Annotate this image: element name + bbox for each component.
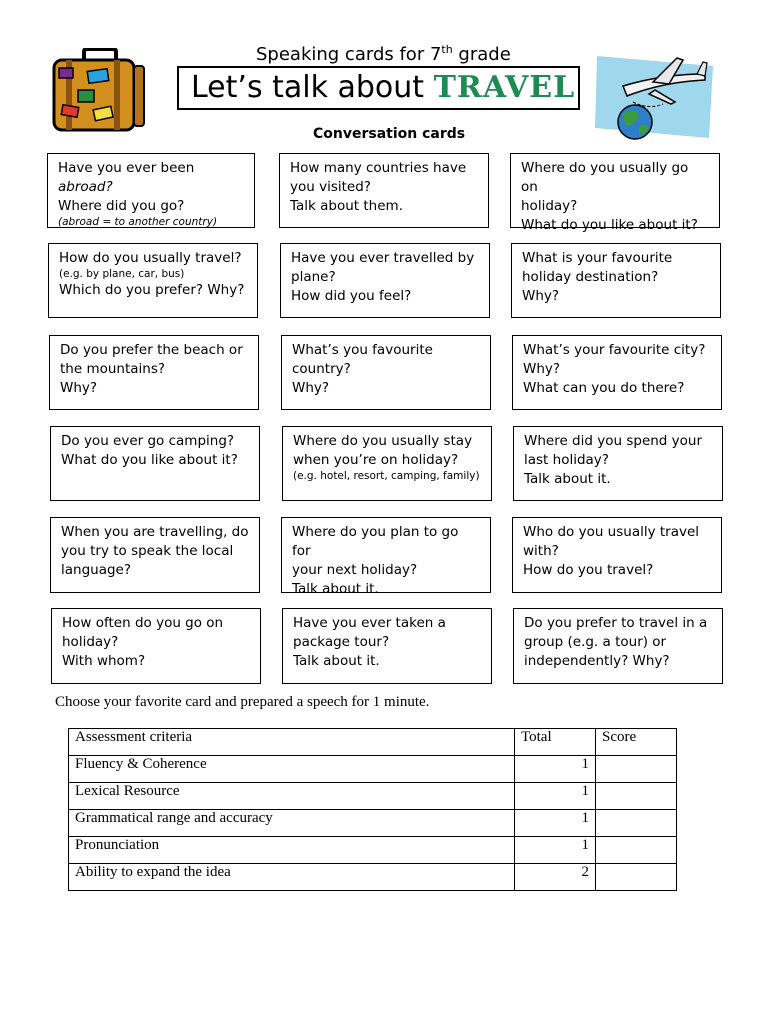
conversation-card [281, 517, 491, 597]
card-line: Where did you spend your [524, 433, 703, 449]
criteria-cell: Fluency & Coherence [69, 756, 515, 783]
card-line: How do you usually travel? [59, 250, 242, 266]
conversation-card [513, 426, 723, 501]
card-line-italic: abroad? [58, 179, 113, 195]
card-line: when you’re on holiday? [293, 452, 459, 468]
conversation-card [281, 335, 491, 410]
card-line: Why? [292, 380, 330, 396]
card-line: Do you prefer to travel in a [524, 615, 708, 631]
conversation-card [282, 608, 492, 684]
card-line: independently? Why? [524, 653, 670, 669]
page-title [177, 66, 580, 110]
conversation-card [49, 335, 259, 410]
card-line: country? [292, 361, 351, 377]
card-line: Do you prefer the beach or [60, 342, 243, 358]
card-line: How do you travel? [523, 562, 654, 578]
table-row [69, 837, 677, 864]
card-line: holiday destination? [522, 269, 659, 285]
card-line: holiday? [521, 198, 578, 214]
title-highlight: TRAVEL [433, 70, 576, 105]
card-note: (e.g. hotel, resort, camping, family) [293, 470, 480, 482]
subtitle-suffix: grade [452, 44, 511, 65]
subtitle-prefix: Speaking cards for 7 [256, 44, 442, 65]
card-line: Why? [523, 361, 561, 377]
card-line: What do you like about it? [61, 452, 238, 468]
column-header: Total [515, 729, 596, 756]
card-line: you try to speak the local [61, 543, 234, 559]
card-line: you visited? [290, 179, 371, 195]
card-line: Do you ever go camping? [61, 433, 235, 449]
card-line: language? [61, 562, 132, 578]
card-line: How often do you go on [62, 615, 224, 631]
card-line: What do you like about it? [521, 217, 698, 233]
card-line: Have you ever been [58, 160, 195, 176]
conversation-card [511, 243, 721, 318]
card-line: group (e.g. a tour) or [524, 634, 667, 650]
card-line: Why? [60, 380, 98, 396]
instruction-text: Choose your favorite card and prepared a speech for 1 minute. [55, 694, 430, 710]
card-line: What is your favourite [522, 250, 673, 266]
criteria-cell: Grammatical range and accuracy [69, 810, 515, 837]
conversation-card [48, 243, 258, 318]
subtitle [256, 43, 511, 65]
card-line: Talk about it. [292, 581, 379, 597]
section-label: Conversation cards [313, 126, 466, 142]
conversation-card [512, 517, 722, 593]
card-line: Talk about it. [524, 471, 611, 487]
criteria-cell: Ability to expand the idea [69, 864, 515, 891]
conversation-card [51, 608, 261, 684]
column-header: Score [596, 729, 677, 756]
score-cell[interactable] [596, 783, 677, 810]
table-row [69, 810, 677, 837]
total-cell: 1 [515, 756, 596, 783]
table-row [69, 864, 677, 891]
card-line: Have you ever taken a [293, 615, 446, 631]
card-line: Where did you go? [58, 198, 185, 214]
conversation-card [280, 243, 490, 318]
card-note: (abroad = to another country) [58, 216, 218, 228]
card-line: Where do you plan to go for [292, 524, 459, 559]
score-cell[interactable] [596, 864, 677, 891]
card-line: What’s you favourite [292, 342, 433, 358]
card-note: (e.g. by plane, car, bus) [59, 268, 185, 280]
airplane-globe-icon [593, 52, 717, 142]
conversation-card [513, 608, 723, 684]
card-line: Where do you usually stay [293, 433, 473, 449]
table-header-row [69, 729, 677, 756]
criteria-cell: Lexical Resource [69, 783, 515, 810]
total-cell: 1 [515, 810, 596, 837]
conversation-card [512, 335, 722, 410]
card-line: last holiday? [524, 452, 609, 468]
card-line: Have you ever travelled by [291, 250, 475, 266]
conversation-card [50, 517, 260, 593]
card-line: Where do you usually go on [521, 160, 689, 195]
total-cell: 1 [515, 837, 596, 864]
criteria-cell: Pronunciation [69, 837, 515, 864]
assessment-table [68, 728, 677, 891]
table-row [69, 756, 677, 783]
total-cell: 1 [515, 783, 596, 810]
card-line: Who do you usually travel [523, 524, 700, 540]
title-prefix: Let’s talk about [191, 70, 434, 105]
card-line: Talk about it. [293, 653, 380, 669]
conversation-card [510, 153, 720, 233]
card-line: your next holiday? [292, 562, 418, 578]
card-line: With whom? [62, 653, 146, 669]
table-row [69, 783, 677, 810]
column-header: Assessment criteria [69, 729, 515, 756]
card-line: Talk about them. [290, 198, 403, 214]
card-line: holiday? [62, 634, 119, 650]
total-cell: 2 [515, 864, 596, 891]
suitcase-icon [50, 48, 150, 134]
card-line: What’s your favourite city? [523, 342, 706, 358]
card-line: with? [523, 543, 559, 559]
card-line: When you are travelling, do [61, 524, 249, 540]
card-line: plane? [291, 269, 336, 285]
conversation-card [47, 153, 255, 228]
card-line: package tour? [293, 634, 390, 650]
card-line: Why? [522, 288, 560, 304]
score-cell[interactable] [596, 756, 677, 783]
card-line: Which do you prefer? Why? [59, 282, 245, 298]
card-line: What can you do there? [523, 380, 685, 396]
card-line: the mountains? [60, 361, 166, 377]
conversation-card [282, 426, 492, 501]
conversation-card [279, 153, 489, 228]
subtitle-superscript: th [441, 43, 453, 56]
score-cell[interactable] [596, 810, 677, 837]
score-cell[interactable] [596, 837, 677, 864]
conversation-card [50, 426, 260, 501]
card-line: How many countries have [290, 160, 467, 176]
card-line: How did you feel? [291, 288, 412, 304]
